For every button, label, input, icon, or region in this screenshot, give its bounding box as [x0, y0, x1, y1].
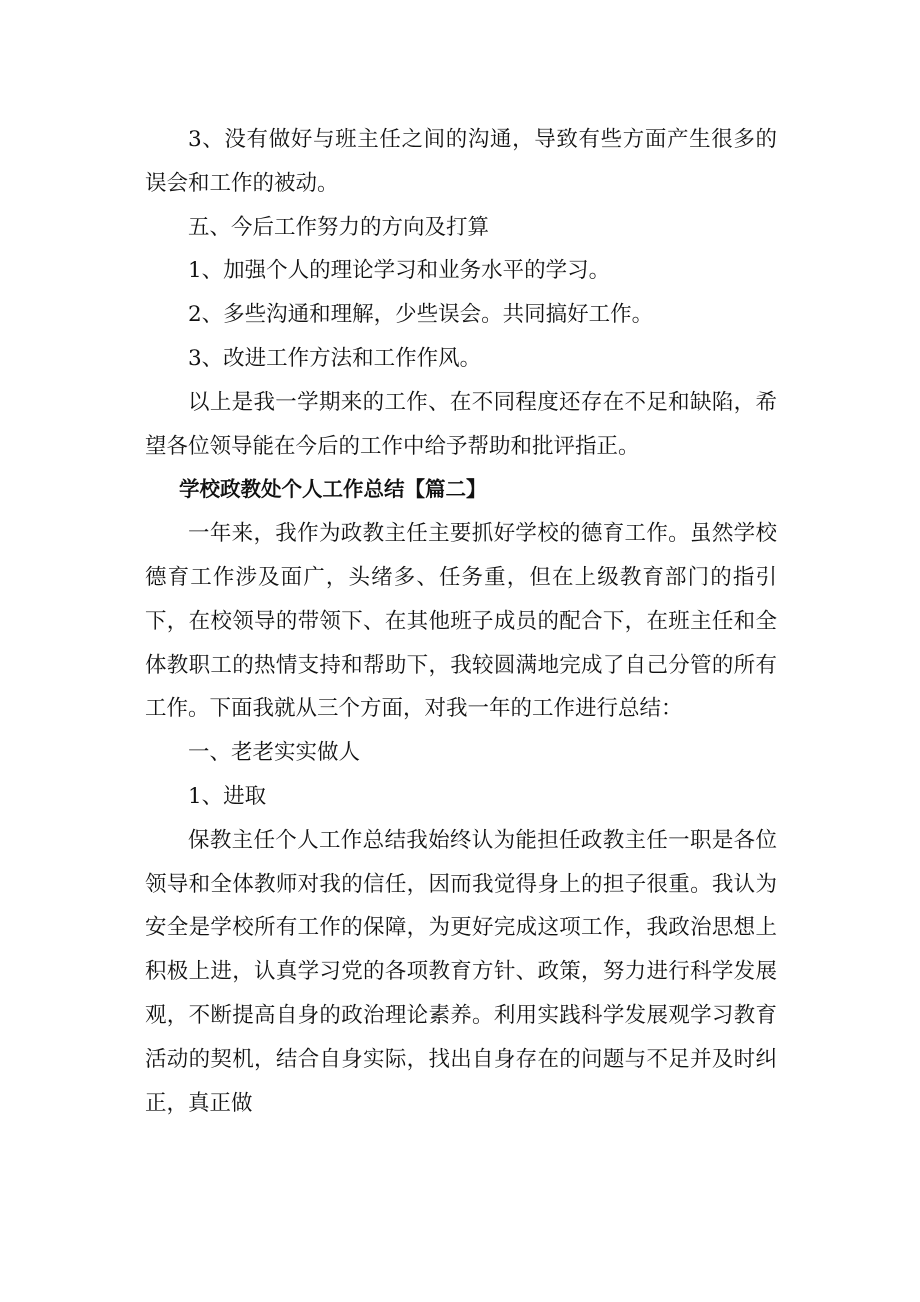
- section-heading-5: 五、今后工作努力的方向及打算: [188, 214, 490, 240]
- intro-paragraph: 一年来，我作为政教主任主要抓好学校的德育工作。虽然学校德育工作涉及面广，头绪多、任务重，但在上级教育部门的指引下，在校领导的带领下、在其他班子成员的配合下，在班主任和全体教职工的热情支持和帮助下，我较圆满地完成了自己分管的所有工作。下面我就从三个方面，对我一年的工作进行总结：: [145, 521, 777, 722]
- section-heading-1: 一、老老实实做人: [188, 740, 361, 766]
- article-title: 学校政教处个人工作总结【篇二】: [179, 477, 487, 502]
- closing-paragraph: 以上是我一学期来的工作、在不同程度还存在不足和缺陷，希望各位领导能在今后的工作中给予帮助和批评指正。: [145, 389, 777, 459]
- plan-item-1: 1、加强个人的理论学习和业务水平的学习。: [188, 258, 611, 284]
- plan-item-3: 3、改进工作方法和工作作风。: [188, 345, 482, 371]
- paragraph-item-3: 3、没有做好与班主任之间的沟通，导致有些方面产生很多的误会和工作的被动。: [145, 127, 777, 196]
- plan-item-2: 2、多些沟通和理解，少些误会。共同搞好工作。: [188, 302, 654, 328]
- document-body: [145, 118, 777, 1125]
- body-paragraph: 保教主任个人工作总结我始终认为能担任政教主任一职是各位领导和全体教师对我的信任，因而我觉得身上的担子很重。我认为安全是学校所有工作的保障，为更好完成这项工作，我政治思想上积极上进，认真学习党的各项教育方针、政策，努力进行科学发展观，不断提高自身的政治理论素养。利用实践科学发展观学习教育活动的契机，结合自身实际，找出自身存在的问题与不足并及时纠正，真正做: [145, 827, 777, 1116]
- subsection-heading-1: 1、进取: [188, 783, 267, 809]
